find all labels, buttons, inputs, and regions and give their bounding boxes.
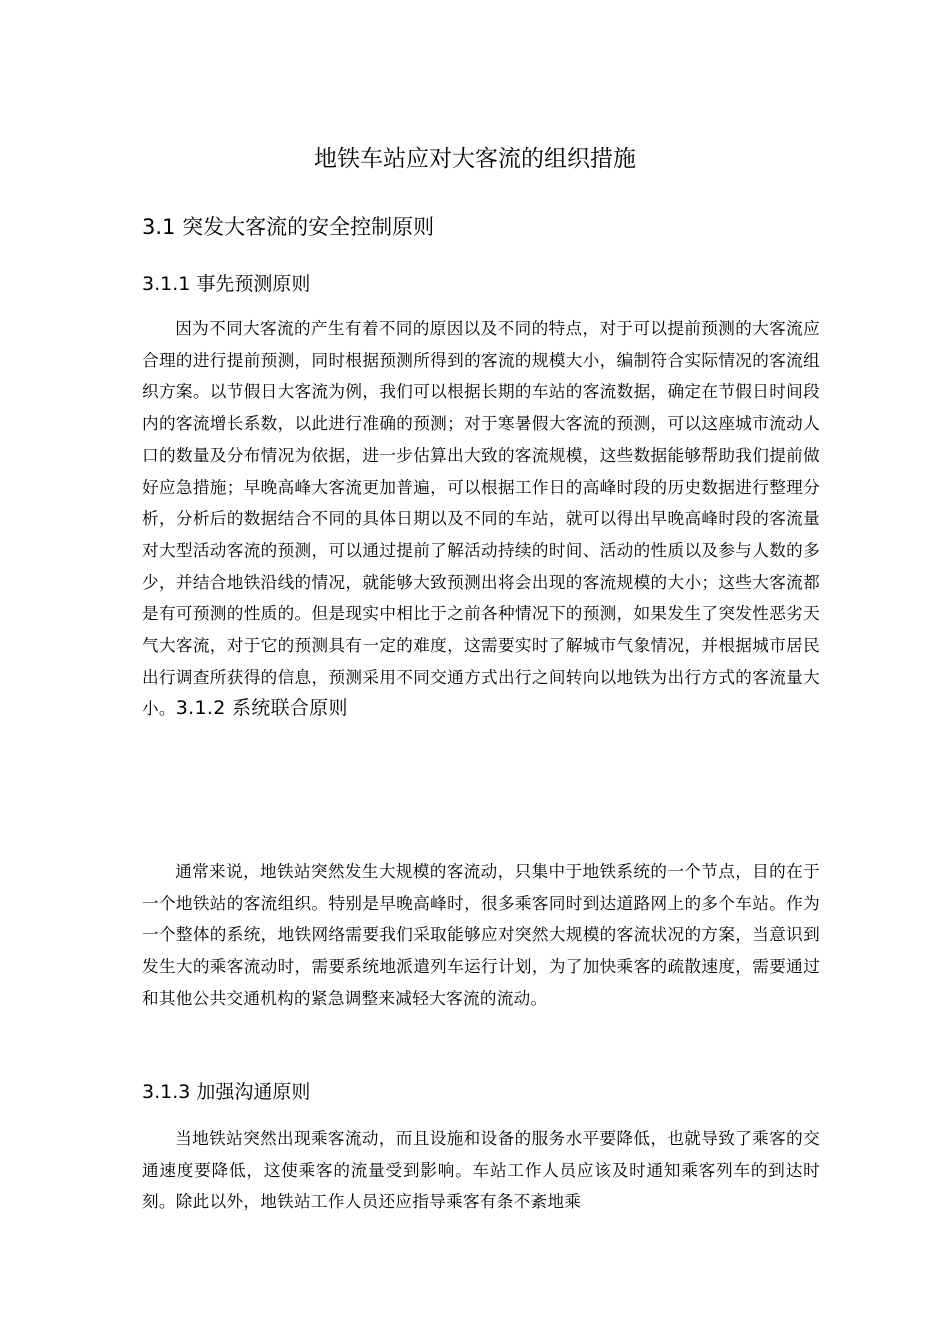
document-title: 地铁车站应对大客流的组织措施 bbox=[314, 146, 636, 172]
section-heading-3-1-2: 3.1.2 系统联合原则 bbox=[175, 697, 348, 720]
section-3-1-2-paragraph: 通常来说，地铁站突然发生大规模的客流动，只集中于地铁系统的一个节点，目的在于一个地铁站的客流组织。特别是早晚高峰时，很多乘客同时到达道路网上的多个车站。作为一个整体的系统，地铁网络需要我们采取能够应对突然大规模的客流状况的方案，当意识到发生大的乘客流动时，需要系统地派遣列车运行计划，为了加快乘客的疏散速度，需要通过和其他公共交通机构的紧急调整来减轻大客流的流动。 bbox=[142, 862, 820, 1008]
section-3-1-3-paragraph: 当地铁站突然出现乘客流动，而且设施和设备的服务水平要降低，也就导致了乘客的交通速度要降低，这使乘客的流量受到影响。车站工作人员应该及时通知乘客列车的到达时刻。除此以外，地铁站工作人员还应指导乘客有条不紊地乘 bbox=[142, 1129, 820, 1212]
section-3-1-1-paragraph bbox=[142, 313, 820, 725]
section-heading-3-1-1: 3.1.1 事先预测原则 bbox=[142, 273, 311, 295]
section-heading-3-1: 3.1 突发大客流的安全控制原则 bbox=[142, 215, 435, 239]
section-heading-3-1-3: 3.1.3 加强沟通原则 bbox=[142, 1081, 311, 1103]
section-3-1-1-body: 因为不同大客流的产生有着不同的原因以及不同的特点，对于可以提前预测的大客流应合理的进行提前预测，同时根据预测所得到的客流的规模大小，编制符合实际情况的客流组织方案。以节假日大客流为例，我们可以根据长期的车站的客流数据，确定在节假日时间段内的客流增长系数，以此进行准确的预测；对于寒暑假大客流的预测，可以这座城市流动人口的数量及分布情况为依据，进一步估算出大致的客流规模，这些数据能够帮助我们提前做好应急措施；早晚高峰大客流更加普遍，可以根据工作日的高峰时段的历史数据进行整理分析，分析后的数据结合不同的具体日期以及不同的车站，就可以得出早晚高峰时段的客流量对大型活动客流的预测，可以通过提前了解活动持续的时间、活动的性质以及参与人数的多少，并结合地铁沿线的情况，就能够大致预测出将会出现的客流规模的大小；这些大客流都是有可预测的性质的。但是现实中相比于之前各种情况下的预测，如果发生了突发性恶劣天气大客流，对于它的预测具有一定的难度，这需要实时了解城市气象情况，并根据城市居民出行调查所获得的信息，预测采用不同交通方式出行之间转向以地铁为出行方式的客流量大小。 bbox=[142, 319, 820, 719]
